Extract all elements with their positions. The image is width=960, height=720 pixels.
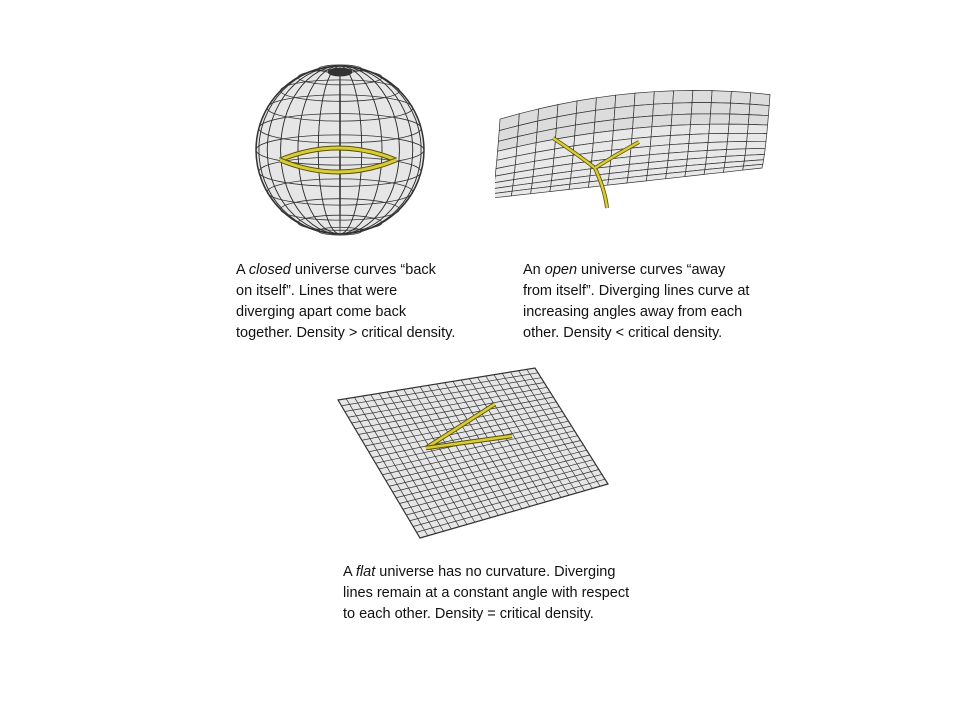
saddle-cell (730, 103, 750, 115)
saddle-cell (727, 133, 747, 142)
open-caption-prefix: An (523, 262, 545, 278)
saddle-cell (711, 103, 731, 114)
sphere-pole (328, 68, 352, 76)
flat-caption-line-1: universe has no curvature. Diverging (375, 564, 616, 580)
saddle-cell (651, 126, 671, 137)
saddle-cell (653, 103, 673, 116)
saddle-cell (671, 114, 691, 126)
saddle-cell (748, 124, 768, 133)
saddle-cell (749, 104, 769, 116)
saddle-cell (711, 91, 731, 104)
flat-caption-prefix: A (343, 564, 356, 580)
open-caption-line-3: increasing angles away from each (523, 304, 743, 320)
flat-universe-plane (330, 366, 615, 546)
saddle-cell (673, 90, 693, 103)
closed-caption-prefix: A (236, 262, 249, 278)
saddle-cell (654, 91, 674, 104)
open-term: open (544, 262, 578, 278)
flat-caption-line-3: to each other. Density = critical density. (343, 606, 594, 622)
saddle-cell (750, 93, 770, 106)
saddle-cell (672, 103, 692, 115)
saddle-cell (746, 141, 766, 149)
saddle-cell (747, 133, 767, 141)
closed-universe-sphere (250, 60, 430, 240)
flat-universe-caption (343, 562, 663, 625)
saddle-cell (670, 125, 690, 136)
closed-caption-line-3: diverging apart come back (236, 304, 407, 320)
saddle-cell (690, 124, 710, 134)
closed-caption-line-4: together. Density > critical density. (236, 325, 456, 341)
flat-caption-line-2: lines remain at a constant angle with respect (343, 585, 630, 601)
saddle-cell (707, 142, 727, 151)
open-caption-line-4: other. Density < critical density. (523, 325, 723, 341)
closed-term: closed (248, 262, 291, 278)
saddle-cell (670, 135, 690, 145)
closed-universe-caption (236, 260, 506, 344)
saddle-cell (731, 91, 751, 104)
saddle-cell (729, 114, 749, 124)
closed-caption-line-2: on itself”. Lines that were (236, 283, 398, 299)
saddle-cell (728, 124, 748, 133)
saddle-cell (633, 116, 653, 129)
saddle-cell (634, 92, 654, 106)
saddle-cell (689, 134, 709, 144)
saddle-cell (692, 90, 712, 102)
flat-term: flat (355, 564, 376, 580)
saddle-cell (633, 104, 653, 117)
saddle-cell (727, 141, 747, 149)
closed-caption-line-1: universe curves “back (290, 262, 436, 278)
open-caption-line-2: from itself”. Diverging lines curve at (523, 283, 750, 299)
saddle-cell (652, 115, 672, 127)
open-caption-line-1: universe curves “away (577, 262, 726, 278)
open-universe-caption (523, 260, 793, 344)
saddle-cell (691, 103, 711, 114)
saddle-cell (708, 133, 728, 142)
open-universe-saddle (495, 80, 780, 220)
saddle-cell (709, 124, 729, 134)
saddle-cell (691, 114, 711, 125)
saddle-cell (748, 115, 768, 125)
saddle-cell (710, 114, 730, 124)
